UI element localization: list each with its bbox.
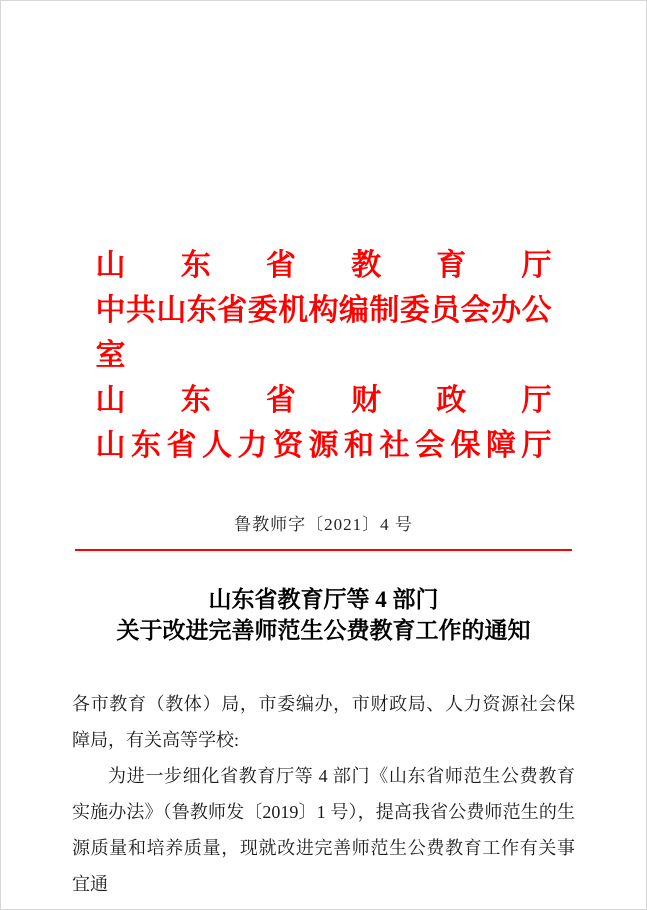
document-body (72, 686, 575, 902)
document-number: 鲁教师字〔2021〕4 号 (234, 515, 413, 534)
agency-name-finance-dept: 山东省财政厅 (95, 384, 552, 417)
agency-name-party-committee-office: 中共山东省委机构编制委员会办公室 (95, 294, 552, 372)
document-title (1, 584, 646, 646)
agency-name-education-dept: 山东省教育厅 (95, 249, 552, 282)
agency-name-human-resources-dept: 山东省人力资源和社会保障厅 (95, 429, 552, 462)
red-divider-line (75, 549, 572, 551)
letterhead (96, 243, 552, 468)
salutation: 各市教育（教体）局，市委编办，市财政局、人力资源社会保障局，有关高等学校: (72, 694, 575, 750)
title-line-1: 山东省教育厅等 4 部门 (208, 587, 439, 612)
title-line-2: 关于改进完善师范生公费教育工作的通知 (116, 618, 531, 643)
body-paragraph: 为进一步细化省教育厅等 4 部门《山东省师范生公费教育实施办法》（鲁教师发〔2019〕1 号），提高我省公费师范生的生源质量和培养质量，现就改进完善师范生公费教育工作有关事宜通 (72, 766, 575, 894)
